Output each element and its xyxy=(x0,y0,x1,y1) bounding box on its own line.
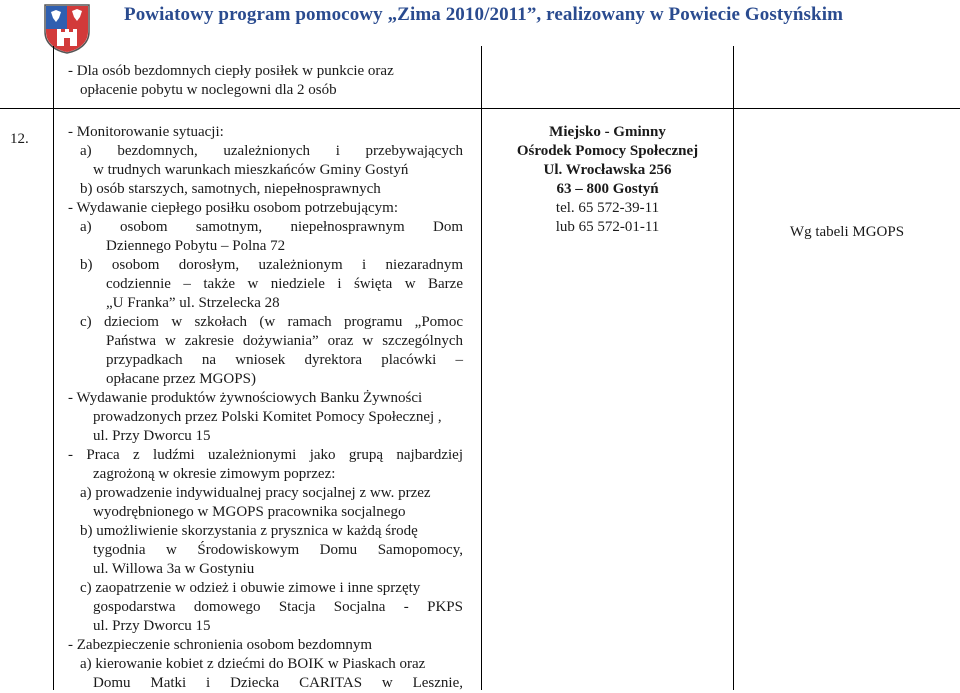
description-line: przypadkach na wniosek dyrektora placówki – xyxy=(106,352,463,368)
description-line: zagrożoną w okresie zimowym poprzez: xyxy=(93,466,336,482)
program-table xyxy=(0,46,960,690)
description-line: Dziennego Pobytu – Polna 72 xyxy=(106,238,286,254)
description-line: c) dzieciom w szkołach (w ramach programu „Pomoc xyxy=(80,314,463,330)
institution-phone-alt: lub 65 572-01-11 xyxy=(555,219,660,235)
description-line: ul. Przy Dworcu 15 xyxy=(93,618,211,634)
description-line: ul. Willowa 3a w Gostyniu xyxy=(93,561,255,577)
row-divider xyxy=(0,108,960,109)
description-line: a) kierowanie kobiet z dziećmi do BOIK w Piaskach oraz xyxy=(80,656,426,672)
description-line: prowadzonych przez Polski Komitet Pomocy Społecznej , xyxy=(93,409,442,425)
institution-phone: tel. 65 572-39-11 xyxy=(555,200,660,216)
description-line: - Praca z ludźmi uzależnionymi jako grupą najbardziej xyxy=(68,447,463,463)
description-line: b) umożliwienie skorzystania z prysznica w każdą środę xyxy=(80,523,418,539)
description-line: Państwa w zakresie dożywiania” oraz w szczególnych xyxy=(106,333,463,349)
description-line: w trudnych warunkach mieszkańców Gminy Gostyń xyxy=(93,162,409,178)
description-line: codziennie – także w niedziele i święta w Barze xyxy=(106,276,463,292)
table-border xyxy=(733,46,734,690)
description-line: - Zabezpieczenie schronienia osobom bezdomnym xyxy=(68,637,373,653)
description-line: a) prowadzenie indywidualnej pracy socjalnej z ww. przez xyxy=(80,485,431,501)
institution-name: Miejsko - Gminny xyxy=(549,124,666,140)
description-line: - Wydawanie produktów żywnościowych Banku Żywności xyxy=(68,390,423,406)
description-line: c) zaopatrzenie w odzież i obuwie zimowe i inne sprzęty xyxy=(80,580,421,596)
description-line: gospodarstwa domowego Stacja Socjalna - PKPS xyxy=(93,599,463,615)
description-line: ul. Przy Dworcu 15 xyxy=(93,428,211,444)
institution-address: Ul. Wrocławska 256 xyxy=(543,162,672,178)
prev-row-text-line: - Dla osób bezdomnych ciepły posiłek w punkcie oraz xyxy=(68,63,394,79)
description-line: „U Franka” ul. Strzelecka 28 xyxy=(106,295,280,311)
description-line: wyodrębnionego w MGOPS pracownika socjalnego xyxy=(93,504,406,520)
description-line: a) osobom samotnym, niepełnosprawnym Dom xyxy=(80,219,463,235)
cost-cell: Wg tabeli MGOPS xyxy=(789,224,905,240)
description-line: b) osobom dorosłym, uzależnionym i niezaradnym xyxy=(80,257,463,273)
description-line: b) osób starszych, samotnych, niepełnosprawnych xyxy=(80,181,381,197)
prev-row-text-line: opłacenie pobytu w noclegowni dla 2 osób xyxy=(80,82,337,98)
description-line: - Wydawanie ciepłego posiłku osobom potrzebującym: xyxy=(68,200,398,216)
description-line: a) bezdomnych, uzależnionych i przebywających xyxy=(80,143,463,159)
table-border xyxy=(53,46,54,690)
row-number: 12. xyxy=(10,131,29,147)
description-line: - Monitorowanie sytuacji: xyxy=(68,124,224,140)
description-line: opłacane przez MGOPS) xyxy=(106,371,256,387)
institution-name: Ośrodek Pomocy Społecznej xyxy=(516,143,699,159)
page-title: Powiatowy program pomocowy „Zima 2010/2011”, realizowany w Powiecie Gostyńskim xyxy=(124,4,844,25)
description-line: tygodnia w Środowiskowym Domu Samopomocy, xyxy=(93,542,463,558)
description-line: Domu Matki i Dziecka CARITAS w Lesznie, xyxy=(93,675,463,691)
institution-postal-code: 63 – 800 Gostyń xyxy=(556,181,659,197)
